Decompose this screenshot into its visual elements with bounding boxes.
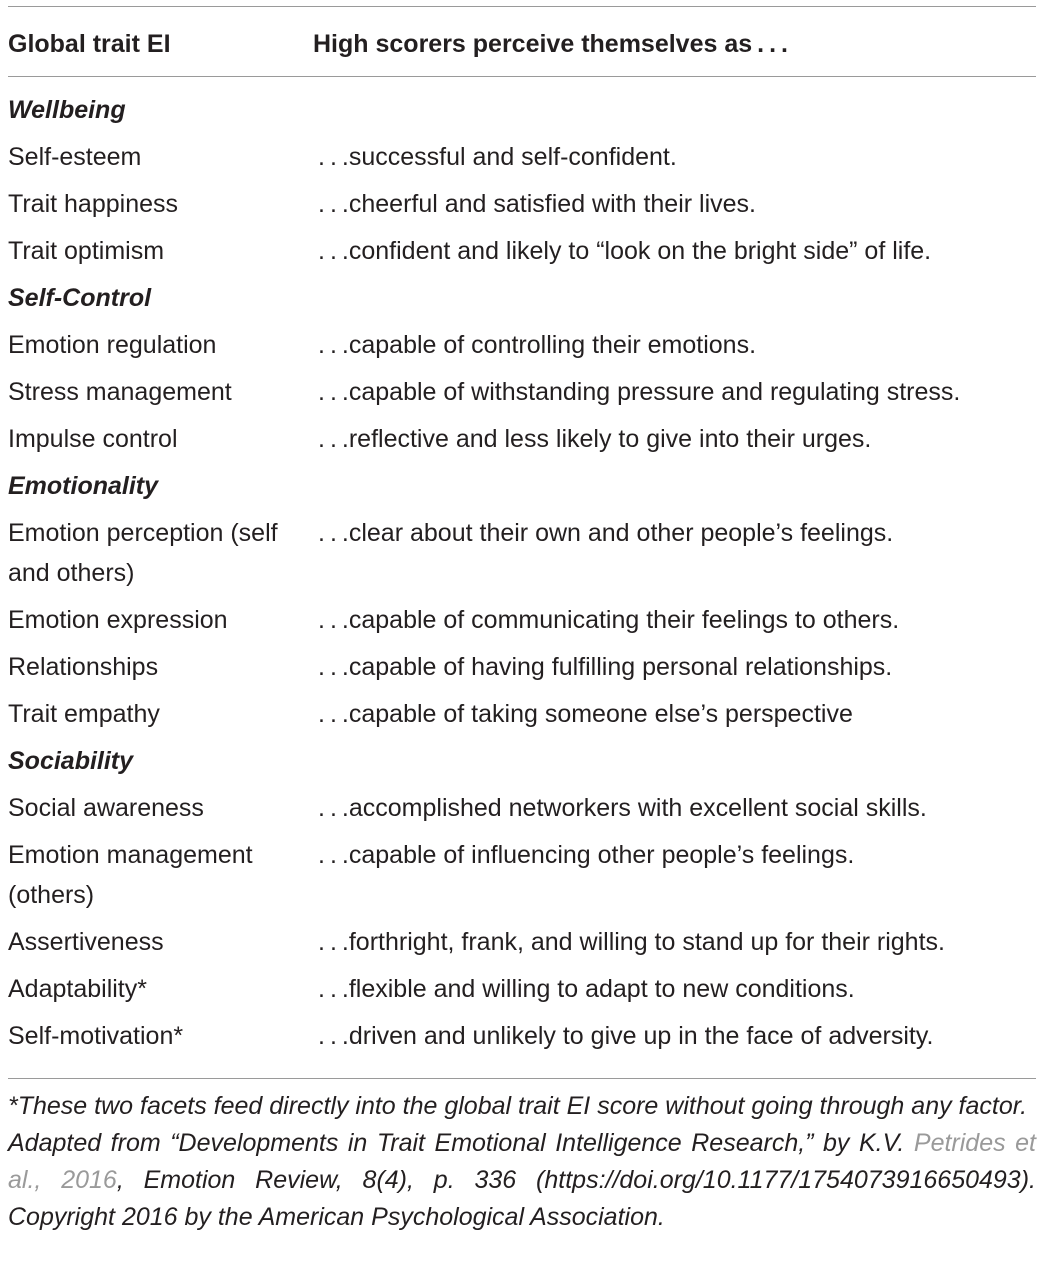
facet-name: Emotion perception (self and others) [8, 519, 278, 587]
facet-name: Stress management [8, 378, 232, 406]
facet-name: Self-esteem [8, 143, 142, 171]
facet-description: . . .cheerful and satisfied with their lives. [313, 190, 756, 218]
facet-name: Trait optimism [8, 237, 165, 265]
facet-description: . . .capable of withstanding pressure and regulating stress. [313, 378, 961, 406]
header-high-scorers: High scorers perceive themselves as . . . [313, 30, 788, 58]
facet-description: . . .capable of controlling their emotions. [313, 331, 757, 359]
table-row [8, 325, 1038, 372]
footnote-text: *These two facets feed directly into the global trait EI score without going through any factor. [8, 1092, 1028, 1120]
section-title: Self-Control [8, 284, 152, 312]
section-heading-sociability [8, 741, 1038, 788]
table-row [8, 922, 1038, 969]
facet-description: . . .driven and unlikely to give up in the face of adversity. [313, 1022, 934, 1050]
facet-name: Trait empathy [8, 700, 160, 728]
facet-name: Adaptability* [8, 975, 147, 1003]
facet-description: . . .clear about their own and other people’s feelings. [313, 519, 894, 547]
bottom-rule [8, 1078, 1036, 1079]
table-row [8, 969, 1038, 1016]
facet-name: Emotion regulation [8, 331, 217, 359]
table-row [8, 694, 1038, 741]
facet-description: . . .capable of taking someone else’s perspective [313, 700, 853, 728]
table-notes [8, 1088, 1036, 1236]
facet-name: Emotion expression [8, 606, 228, 634]
section-title: Emotionality [8, 472, 159, 500]
table-row [8, 513, 1038, 600]
adapted-suffix: , Emotion Review, 8(4), p. 336 (https://doi.org/10.1177/1754073916650493). Copyright 2016 by the American Psychological Association. [8, 1166, 1036, 1231]
header-rule [8, 76, 1036, 77]
facet-description: . . .forthright, frank, and willing to stand up for their rights. [313, 928, 945, 956]
adaptation-source [8, 1125, 1036, 1236]
facet-name: Assertiveness [8, 928, 164, 956]
citation-link[interactable]: Petrides et al., 2016 [8, 1129, 1036, 1194]
table-body [8, 90, 1038, 1063]
table-row [8, 137, 1038, 184]
facet-description: . . .accomplished networkers with excellent social skills. [313, 794, 927, 822]
facet-name: Self-motivation* [8, 1022, 184, 1050]
top-rule [8, 6, 1036, 7]
table-row [8, 231, 1038, 278]
table-row [8, 184, 1038, 231]
table-row [8, 372, 1038, 419]
facet-name: Emotion management (others) [8, 841, 253, 909]
facet-name: Impulse control [8, 425, 178, 453]
facet-name: Relationships [8, 653, 159, 681]
table-row [8, 788, 1038, 835]
table-header [8, 26, 1038, 62]
section-title: Sociability [8, 747, 134, 775]
table-row [8, 1016, 1038, 1063]
facet-description: . . .capable of having fulfilling personal relationships. [313, 653, 893, 681]
facet-description: . . .successful and self-confident. [313, 143, 677, 171]
table-row [8, 419, 1038, 466]
adapted-prefix: Adapted from “Developments in Trait Emotional Intelligence Research,” by K.V. [8, 1129, 905, 1157]
table-row [8, 600, 1038, 647]
section-heading-self-control [8, 278, 1038, 325]
table-row [8, 647, 1038, 694]
facet-name: Social awareness [8, 794, 204, 822]
section-heading-emotionality [8, 466, 1038, 513]
facet-description: . . .flexible and willing to adapt to new conditions. [313, 975, 855, 1003]
facet-description: . . .capable of communicating their feelings to others. [313, 606, 900, 634]
facet-description: . . .confident and likely to “look on the bright side” of life. [313, 237, 932, 265]
header-global-trait-ei: Global trait EI [8, 30, 171, 58]
facet-description: . . .reflective and less likely to give into their urges. [313, 425, 872, 453]
table-row [8, 835, 1038, 922]
facet-name: Trait happiness [8, 190, 178, 218]
facet-description: . . .capable of influencing other people’s feelings. [313, 841, 855, 869]
section-title: Wellbeing [8, 96, 126, 124]
section-heading-wellbeing [8, 90, 1038, 137]
